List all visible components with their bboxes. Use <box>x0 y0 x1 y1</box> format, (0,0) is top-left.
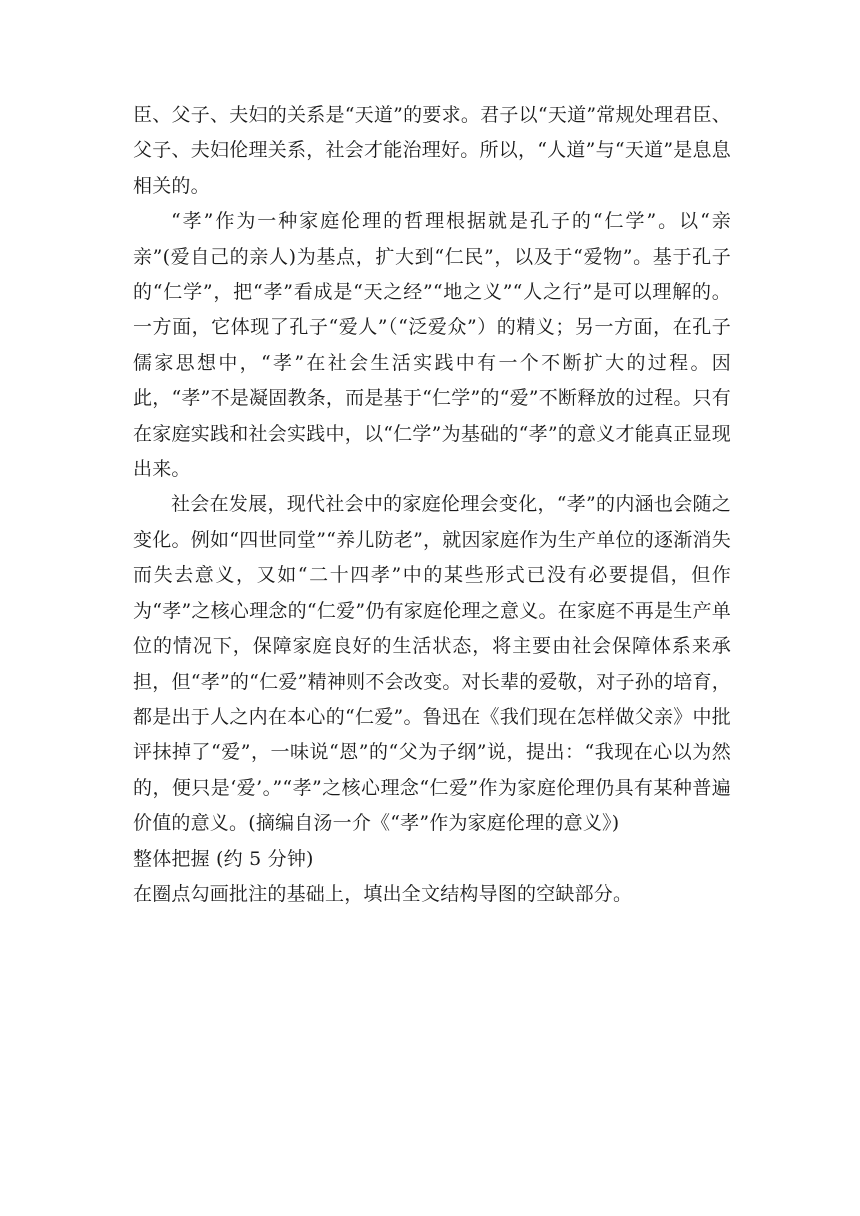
paragraph-continuation: 臣、父子、夫妇的关系是“天道”的要求。君子以“天道”常规处理君臣、父子、夫妇伦理关系，社会才能治理好。所以，“人道”与“天道”是息息相关的。 <box>133 104 731 197</box>
document-body <box>133 98 731 912</box>
instruction-text: 在圈点勾画批注的基础上，填出全文结构导图的空缺部分。 <box>133 882 633 905</box>
section-title: 整体把握 (约 5 分钟) <box>133 847 314 870</box>
paragraph-xiao-renxue: “孝”作为一种家庭伦理的哲理根据就是孔子的“仁学”。以“亲亲”(爱自己的亲人)为基点，扩大到“仁民”，以及于“爱物”。基于孔子的“仁学”，把“孝”看成是“天之经”“地之义”“人之行”是可以理解的。一方面，它体现了孔子“爱人”（“泛爱众”）的精义；另一方面，在孔子儒家思想中，“孝”在社会生活实践中有一个不断扩大的过程。因此，“孝”不是凝固教条，而是基于“仁学”的“爱”不断释放的过程。只有在家庭实践和社会实践中，以“仁学”为基础的“孝”的意义才能真正显现出来。 <box>133 210 731 481</box>
paragraph-modern-society: 社会在发展，现代社会中的家庭伦理会变化，“孝”的内涵也会随之变化。例如“四世同堂”“养儿防老”，就因家庭作为生产单位的逐渐消失而失去意义，又如“二十四孝”中的某些形式已没有必要提倡，但作为“孝”之核心理念的“仁爱”仍有家庭伦理之意义。在家庭不再是生产单位的情况下，保障家庭良好的生活状态，将主要由社会保障体系来承担，但“孝”的“仁爱”精神则不会改变。对长辈的爱敬，对子孙的培育，都是出于人之内在本心的“仁爱”。鲁迅在《我们现在怎样做父亲》中批评抹掉了“爱”，一味说“恩”的“父为子纲”说，提出：“我现在心以为然的，便只是‘爱’。”“孝”之核心理念“仁爱”作为家庭伦理仍具有某种普遍价值的意义。(摘编自汤一介《“孝”作为家庭伦理的意义》) <box>133 493 731 835</box>
